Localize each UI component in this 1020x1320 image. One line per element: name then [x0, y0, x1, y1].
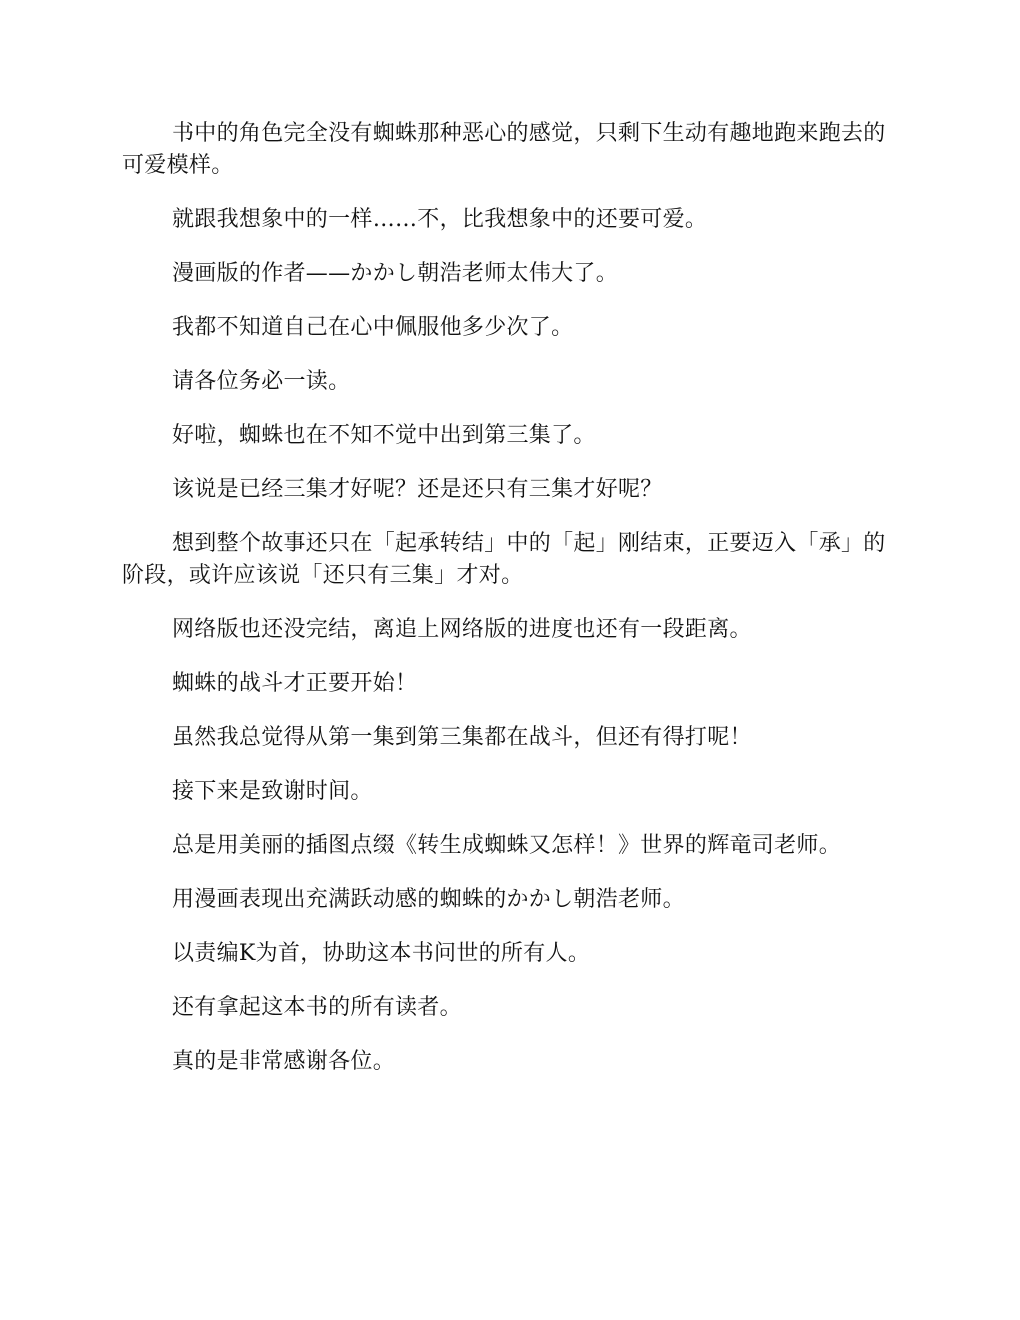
paragraph: 好啦，蜘蛛也在不知不觉中出到第三集了。	[172, 423, 596, 448]
paragraph: 接下来是致谢时间。	[172, 779, 373, 804]
paragraph: 我都不知道自己在心中佩服他多少次了。	[172, 315, 574, 340]
paragraph: 蜘蛛的战斗才正要开始！	[172, 671, 418, 696]
paragraph: 网络版也还没完结，离追上网络版的进度也还有一段距离。	[172, 617, 752, 642]
paragraph: 想到整个故事还只在「起承转结」中的「起」刚结束，正要迈入「承」的阶段，或许应该说「还只有三集」才对。	[122, 531, 886, 588]
paragraph: 请各位务必一读。	[172, 369, 351, 394]
paragraph: 真的是非常感谢各位。	[172, 1049, 396, 1074]
paragraph: 用漫画表现出充满跃动感的蜘蛛的かかし朝浩老师。	[172, 887, 685, 912]
paragraph: 以责编K为首，协助这本书问世的所有人。	[172, 941, 591, 966]
paragraph: 就跟我想象中的一样……不，比我想象中的还要可爱。	[172, 207, 708, 232]
paragraph: 还有拿起这本书的所有读者。	[172, 995, 462, 1020]
paragraph: 该说是已经三集才好呢？还是还只有三集才好呢？	[172, 477, 663, 502]
body-text	[122, 118, 902, 1100]
paragraph: 书中的角色完全没有蜘蛛那种恶心的感觉，只剩下生动有趣地跑来跑去的可爱模样。	[122, 121, 886, 178]
paragraph: 漫画版的作者——かかし朝浩老师太伟大了。	[172, 261, 619, 286]
paragraph: 虽然我总觉得从第一集到第三集都在战斗，但还有得打呢！	[172, 725, 752, 750]
paragraph: 总是用美丽的插图点缀《转生成蜘蛛又怎样！》世界的辉竜司老师。	[172, 833, 842, 858]
